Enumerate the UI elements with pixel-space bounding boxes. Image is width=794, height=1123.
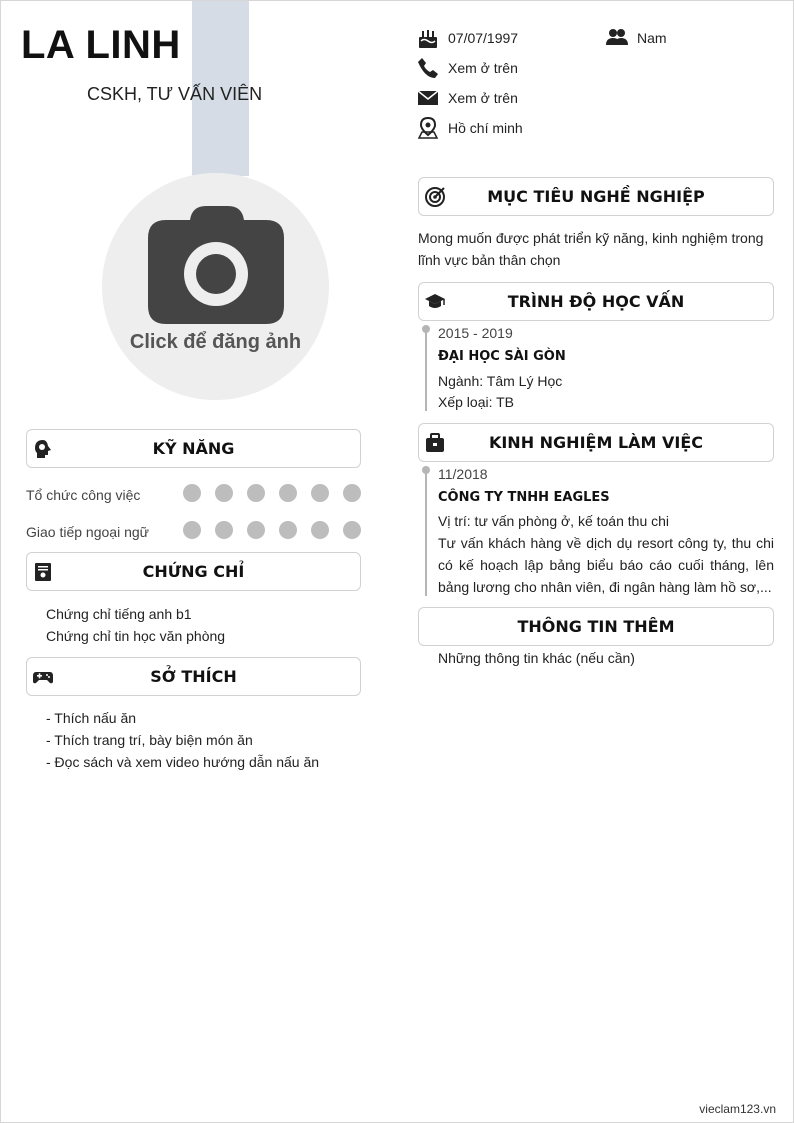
skill-name[interactable]: Giao tiếp ngoại ngữ — [26, 524, 150, 540]
job-title[interactable]: CSKH, TƯ VẤN VIÊN — [87, 84, 263, 104]
rating-dot — [215, 484, 233, 502]
education-major[interactable]: Ngành: Tâm Lý Học — [438, 373, 563, 389]
experience-section-header — [418, 423, 774, 462]
rating-dot — [279, 484, 297, 502]
education-title: TRÌNH ĐỘ HỌC VẤN — [507, 292, 685, 311]
skills-section-header — [26, 429, 361, 468]
education-section-header — [418, 282, 774, 321]
phone-icon — [417, 57, 439, 79]
rating-dot — [247, 521, 265, 539]
birthday-text[interactable]: 07/07/1997 — [448, 30, 519, 46]
phone-row — [417, 57, 518, 79]
gender-text[interactable]: Nam — [637, 30, 667, 46]
hobby-item[interactable]: - Thích trang trí, bày biện món ăn — [46, 732, 253, 748]
hobby-item[interactable]: - Thích nấu ăn — [46, 710, 137, 726]
rating-dot — [343, 484, 361, 502]
experience-timeline-line — [425, 472, 427, 596]
certificate-item[interactable]: Chứng chỉ tin học văn phòng — [46, 628, 226, 644]
skill-name[interactable]: Tổ chức công việc — [26, 487, 141, 503]
rating-dot — [343, 521, 361, 539]
rating-dot — [279, 521, 297, 539]
hobbies-section-header — [26, 657, 361, 696]
experience-period[interactable]: 11/2018 — [438, 466, 488, 482]
envelope-icon — [417, 87, 439, 109]
hobby-item[interactable]: - Đọc sách và xem video hướng dẫn nấu ăn — [46, 754, 320, 770]
additional-text[interactable]: Những thông tin khác (nếu cần) — [438, 650, 635, 666]
experience-description[interactable]: Tư vấn khách hàng về dịch dụ resort công ty, thu chi có kế hoạch lập bảng biểu báo cáo cuối tháng, lên bảng lương cho nhân viên, đi ngân hàng làm hồ sơ,... — [438, 535, 774, 595]
rating-dot — [183, 484, 201, 502]
gender-row — [606, 27, 667, 49]
rating-dot — [311, 484, 329, 502]
experience-company[interactable]: CÔNG TY TNHH EAGLES — [438, 490, 610, 505]
avatar-upload[interactable] — [102, 173, 329, 400]
users-icon — [606, 27, 628, 49]
skill-rating[interactable] — [183, 521, 361, 539]
education-timeline-line — [425, 331, 427, 411]
cake-icon — [417, 27, 439, 49]
certificates-title: CHỨNG CHỈ — [142, 562, 245, 581]
camera-icon — [148, 206, 284, 324]
avatar-caption: Click để đăng ảnh — [129, 331, 302, 353]
candidate-name[interactable]: LA LINH — [21, 23, 181, 67]
certificate-item[interactable]: Chứng chỉ tiếng anh b1 — [46, 606, 192, 622]
phone-text[interactable]: Xem ở trên — [448, 60, 518, 76]
education-rank[interactable]: Xếp loại: TB — [438, 394, 515, 410]
certificates-section-header — [26, 552, 361, 591]
objective-section-header — [418, 177, 774, 216]
rating-dot — [183, 521, 201, 539]
experience-title: KINH NGHIỆM LÀM VIỆC — [488, 433, 704, 452]
birthday-row — [417, 27, 518, 49]
additional-section-header — [418, 607, 774, 646]
address-text[interactable]: Hồ chí minh — [448, 120, 523, 136]
skill-rating[interactable] — [183, 484, 361, 502]
objective-text[interactable]: Mong muốn được phát triển kỹ năng, kinh nghiệm trong lĩnh vực bản thân chọn — [418, 230, 764, 268]
footer-brand: vieclam123.vn — [699, 1102, 776, 1116]
education-period[interactable]: 2015 - 2019 — [438, 325, 513, 341]
skills-title: KỸ NĂNG — [152, 439, 235, 458]
objective-title: MỤC TIÊU NGHỀ NGHIỆP — [487, 187, 705, 206]
map-pin-icon — [417, 117, 439, 139]
rating-dot — [215, 521, 233, 539]
rating-dot — [311, 521, 329, 539]
rating-dot — [247, 484, 265, 502]
education-school[interactable]: ĐẠI HỌC SÀI GÒN — [438, 349, 566, 364]
email-row — [417, 87, 518, 109]
hobbies-title: SỞ THÍCH — [150, 667, 237, 686]
experience-position[interactable]: Vị trí: tư vấn phòng ở, kế toán thu chi — [438, 513, 670, 529]
email-text[interactable]: Xem ở trên — [448, 90, 518, 106]
additional-title: THÔNG TIN THÊM — [517, 617, 675, 636]
address-row — [417, 117, 523, 139]
